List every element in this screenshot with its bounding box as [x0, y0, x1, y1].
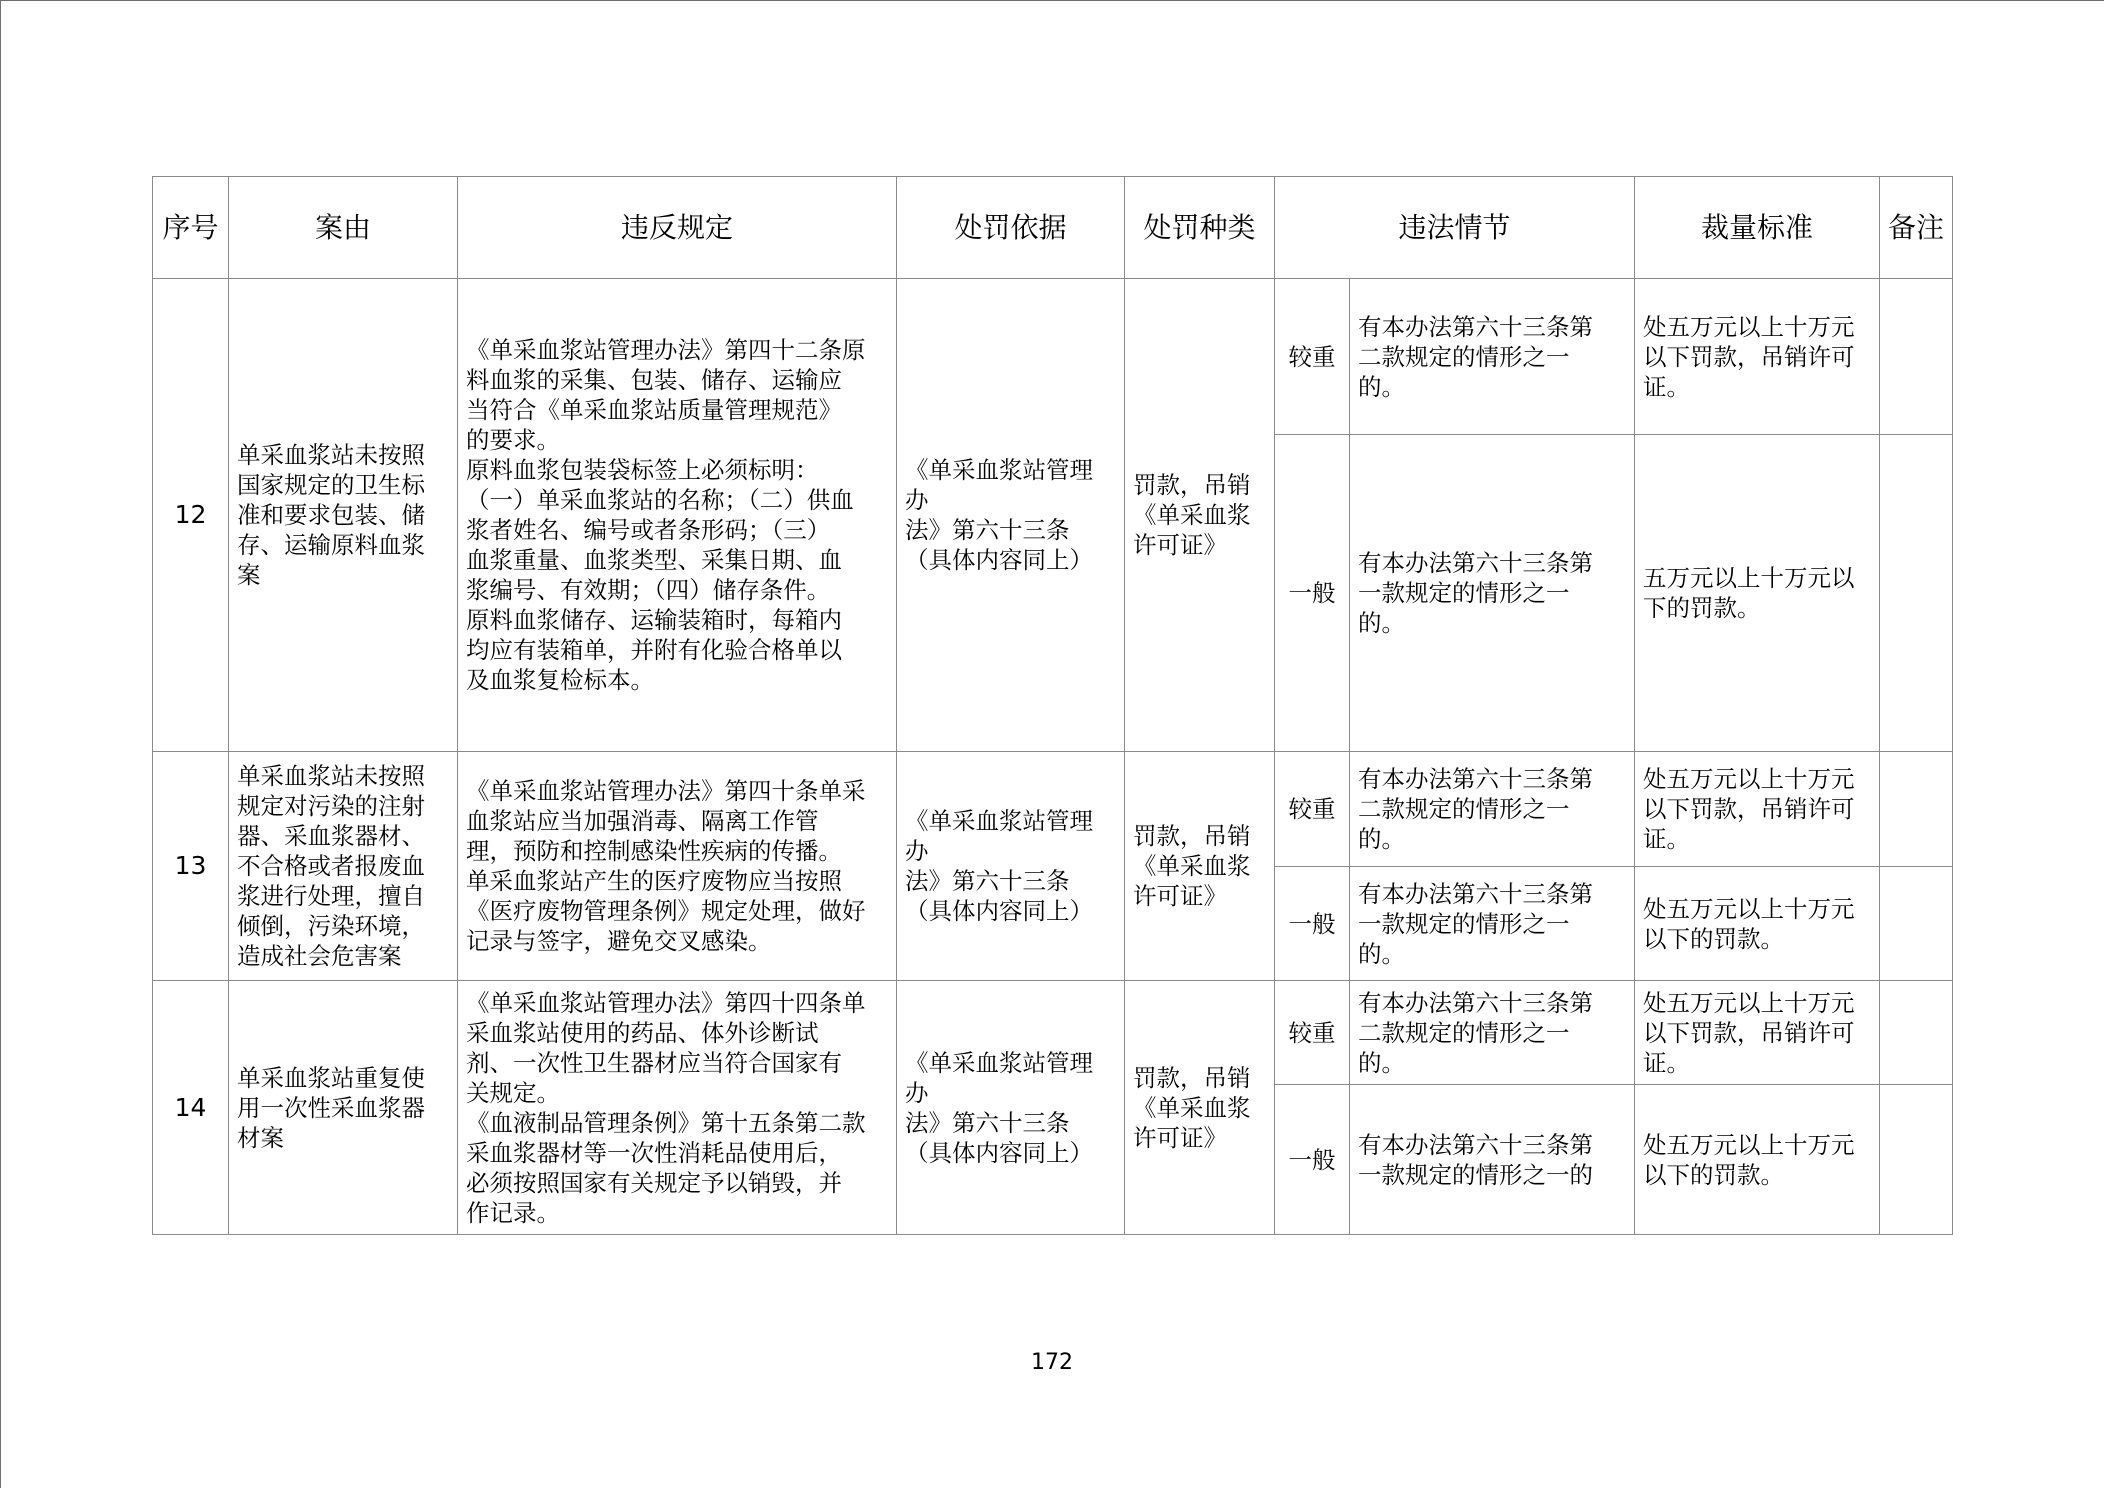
row-case-cause: 单采血浆站未按照 规定对污染的注射 器、采血浆器材、 不合格或者报废血 浆进行处理，擅自 倾倒，污染环境， 造成社会危害案 [229, 752, 458, 981]
violation-circumstance: 有本办法第六十三条第 一款规定的情形之一 的。 [1350, 435, 1635, 752]
remark-cell [1880, 867, 1953, 981]
violation-circumstance: 有本办法第六十三条第 一款规定的情形之一的 [1350, 1085, 1635, 1235]
row-violated-provision: 《单采血浆站管理办法》第四十四条单 采血浆站使用的药品、体外诊断试 剂、一次性卫生器材应当符合国家有 关规定。 《血液制品管理条例》第十五条第二款 采血浆器材等一次性消耗品使用后， 必须按照国家有关规定予以销毁，并 作记录。 [458, 981, 897, 1235]
severity-level: 较重 [1275, 279, 1350, 435]
row-serial-number: 14 [153, 981, 229, 1235]
table-header-row [153, 177, 1953, 279]
row-serial-number: 12 [153, 279, 229, 752]
violation-circumstance: 有本办法第六十三条第 一款规定的情形之一 的。 [1350, 867, 1635, 981]
discretion-standard: 五万元以上十万元以 下的罚款。 [1635, 435, 1880, 752]
discretion-standard: 处五万元以上十万元 以下的罚款。 [1635, 1085, 1880, 1235]
header-violated-provision: 违反规定 [458, 177, 897, 279]
row-case-cause: 单采血浆站重复使 用一次性采血浆器 材案 [229, 981, 458, 1235]
remark-cell [1880, 279, 1953, 435]
table-row [153, 279, 1953, 435]
row-penalty-basis: 《单采血浆站管理办 法》第六十三条 （具体内容同上） [897, 752, 1125, 981]
table-row [153, 981, 1953, 1085]
violation-circumstance: 有本办法第六十三条第 二款规定的情形之一 的。 [1350, 981, 1635, 1085]
severity-level: 较重 [1275, 981, 1350, 1085]
header-violation-circumstance: 违法情节 [1275, 177, 1635, 279]
remark-cell [1880, 981, 1953, 1085]
header-remarks: 备注 [1880, 177, 1953, 279]
severity-level: 较重 [1275, 752, 1350, 867]
table-row [153, 752, 1953, 867]
header-penalty-type: 处罚种类 [1125, 177, 1275, 279]
remark-cell [1880, 752, 1953, 867]
severity-level: 一般 [1275, 435, 1350, 752]
penalty-discretion-table [152, 176, 1953, 1235]
discretion-standard: 处五万元以上十万元 以下罚款，吊销许可 证。 [1635, 981, 1880, 1085]
discretion-standard: 处五万元以上十万元 以下罚款，吊销许可 证。 [1635, 279, 1880, 435]
violation-circumstance: 有本办法第六十三条第 二款规定的情形之一 的。 [1350, 752, 1635, 867]
row-penalty-basis: 《单采血浆站管理办 法》第六十三条 （具体内容同上） [897, 279, 1125, 752]
violation-circumstance: 有本办法第六十三条第 二款规定的情形之一 的。 [1350, 279, 1635, 435]
severity-level: 一般 [1275, 1085, 1350, 1235]
header-case-cause: 案由 [229, 177, 458, 279]
page-number: 172 [1031, 1350, 1073, 1375]
header-discretion-standard: 裁量标准 [1635, 177, 1880, 279]
row-penalty-type: 罚款，吊销 《单采血浆 许可证》 [1125, 279, 1275, 752]
row-penalty-basis: 《单采血浆站管理办 法》第六十三条 （具体内容同上） [897, 981, 1125, 1235]
header-penalty-basis: 处罚依据 [897, 177, 1125, 279]
row-violated-provision: 《单采血浆站管理办法》第四十条单采 血浆站应当加强消毒、隔离工作管 理，预防和控制感染性疾病的传播。 单采血浆站产生的医疗废物应当按照 《医疗废物管理条例》规定处理，做好 记录与签字，避免交叉感染。 [458, 752, 897, 981]
header-serial-number: 序号 [153, 177, 229, 279]
row-penalty-type: 罚款，吊销 《单采血浆 许可证》 [1125, 981, 1275, 1235]
severity-level: 一般 [1275, 867, 1350, 981]
remark-cell [1880, 1085, 1953, 1235]
row-violated-provision: 《单采血浆站管理办法》第四十二条原 料血浆的采集、包装、储存、运输应 当符合《单采血浆站质量管理规范》 的要求。 原料血浆包装袋标签上必须标明： （一）单采血浆站的名称；（二）供血 浆者姓名、编号或者条形码；（三） 血浆重量、血浆类型、采集日期、血 浆编号、有效期；（四）储存条件。 原料血浆储存、运输装箱时，每箱内 均应有装箱单，并附有化验合格单以 及血浆复检标本。 [458, 279, 897, 752]
row-penalty-type: 罚款，吊销 《单采血浆 许可证》 [1125, 752, 1275, 981]
discretion-standard: 处五万元以上十万元 以下的罚款。 [1635, 867, 1880, 981]
discretion-standard: 处五万元以上十万元 以下罚款，吊销许可 证。 [1635, 752, 1880, 867]
row-case-cause: 单采血浆站未按照 国家规定的卫生标 准和要求包装、储 存、运输原料血浆 案 [229, 279, 458, 752]
row-serial-number: 13 [153, 752, 229, 981]
remark-cell [1880, 435, 1953, 752]
